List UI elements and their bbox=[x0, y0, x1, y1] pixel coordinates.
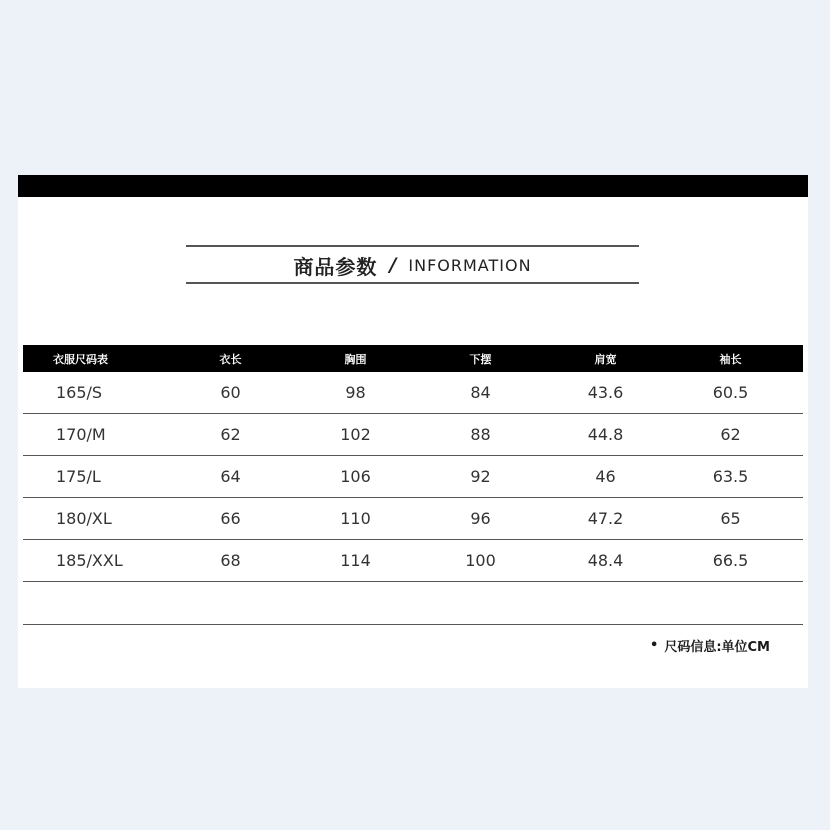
cell-chest: 102 bbox=[340, 425, 371, 444]
cell-length: 60 bbox=[220, 383, 241, 402]
unit-note bbox=[650, 636, 770, 655]
title-english: INFORMATION bbox=[408, 255, 532, 275]
cell-chest: 98 bbox=[345, 383, 366, 402]
table-row bbox=[23, 498, 803, 540]
cell-size: 170/M bbox=[56, 425, 106, 444]
table-row bbox=[23, 414, 803, 456]
unit-note-text: 尺码信息:单位CM bbox=[664, 640, 770, 655]
header-shoulder: 肩宽 bbox=[594, 352, 617, 366]
cell-shoulder: 43.6 bbox=[587, 383, 624, 402]
header-sleeve: 袖长 bbox=[719, 352, 742, 366]
cell-sleeve: 66.5 bbox=[712, 551, 749, 570]
header-hem: 下摆 bbox=[469, 352, 492, 366]
table-row bbox=[23, 540, 803, 582]
cell-shoulder: 48.4 bbox=[587, 551, 624, 570]
cell-sleeve: 63.5 bbox=[712, 467, 749, 486]
title-upper-rule bbox=[186, 245, 639, 247]
header-length: 衣长 bbox=[219, 352, 242, 366]
cell-hem: 100 bbox=[465, 551, 496, 570]
cell-hem: 84 bbox=[470, 383, 491, 402]
size-chart-card bbox=[18, 175, 808, 688]
title-chinese: 商品参数 bbox=[293, 254, 378, 279]
cell-hem: 92 bbox=[470, 467, 491, 486]
title-lower-rule bbox=[186, 282, 639, 284]
cell-size: 185/XXL bbox=[56, 551, 123, 570]
cell-length: 66 bbox=[220, 509, 241, 528]
cell-size: 180/XL bbox=[56, 509, 112, 528]
cell-hem: 96 bbox=[470, 509, 491, 528]
cell-sleeve: 62 bbox=[720, 425, 741, 444]
cell-size: 165/S bbox=[56, 383, 103, 402]
table-row bbox=[23, 372, 803, 414]
table-row bbox=[23, 456, 803, 498]
bullet-icon: • bbox=[650, 638, 659, 653]
section-title bbox=[186, 249, 639, 281]
cell-sleeve: 65 bbox=[720, 509, 741, 528]
cell-length: 62 bbox=[220, 425, 241, 444]
header-chest: 胸围 bbox=[344, 352, 367, 366]
table-row-empty bbox=[23, 582, 803, 625]
header-size: 衣服尺码表 bbox=[53, 352, 108, 366]
cell-length: 68 bbox=[220, 551, 241, 570]
top-black-bar bbox=[18, 175, 808, 197]
cell-length: 64 bbox=[220, 467, 241, 486]
size-table bbox=[23, 345, 803, 625]
cell-shoulder: 46 bbox=[595, 467, 616, 486]
cell-shoulder: 44.8 bbox=[587, 425, 624, 444]
cell-size: 175/L bbox=[56, 467, 101, 486]
cell-chest: 106 bbox=[340, 467, 371, 486]
table-header-row bbox=[23, 345, 803, 372]
cell-chest: 110 bbox=[340, 509, 371, 528]
cell-sleeve: 60.5 bbox=[712, 383, 749, 402]
cell-chest: 114 bbox=[340, 551, 371, 570]
title-separator: / bbox=[389, 254, 397, 276]
cell-shoulder: 47.2 bbox=[587, 509, 624, 528]
cell-hem: 88 bbox=[470, 425, 491, 444]
